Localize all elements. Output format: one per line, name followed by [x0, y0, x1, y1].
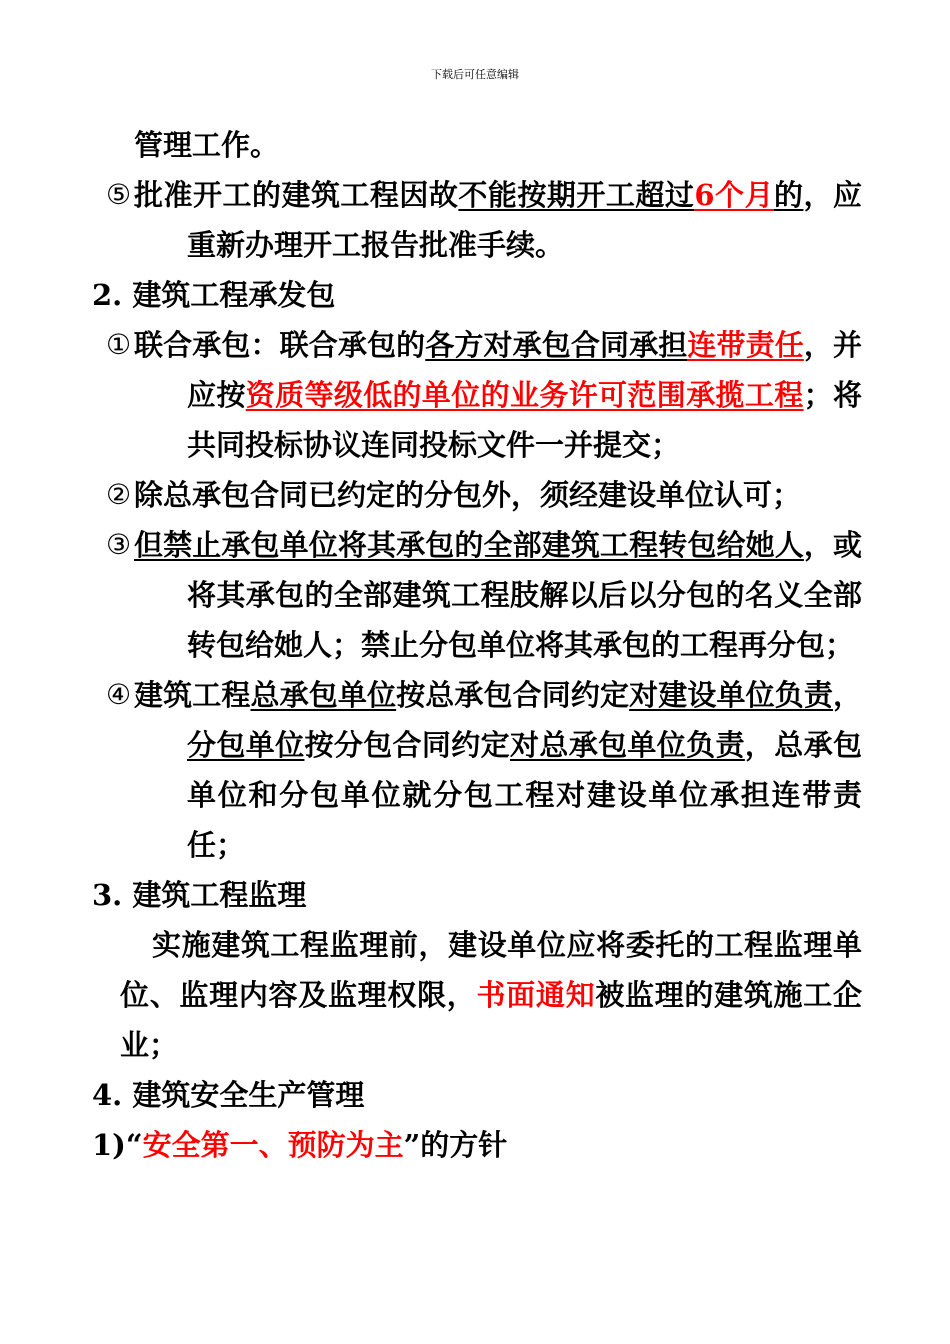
- text-run: 的方针: [420, 1128, 508, 1162]
- text-run: 建筑工程: [134, 678, 251, 712]
- highlight-text: 资质等级低的单位的业务许可范围承揽工程: [245, 378, 804, 412]
- underlined-text: 不能按期开工超过: [458, 178, 695, 212]
- section-3-title: 3. 建筑工程监理: [92, 878, 307, 912]
- text-run: ，应重新办理开工报告批准手续。: [187, 178, 862, 262]
- list-item-1: [92, 320, 862, 470]
- item-text: [134, 520, 862, 670]
- underlined-text: 的: [773, 178, 804, 212]
- item-number: ③: [106, 528, 132, 561]
- open-quote: “: [125, 1128, 143, 1162]
- item-number: ②: [106, 478, 132, 511]
- item-number: ④: [106, 678, 132, 711]
- text-run: ；将共同投标协议连同投标文件一并提交；: [187, 378, 862, 462]
- text-run: 被监理的建筑施工企业；: [120, 978, 862, 1062]
- text-run: ，: [832, 678, 862, 712]
- highlight-text: 书面通知: [476, 978, 596, 1012]
- text-run: 按分包合同约定: [304, 728, 510, 762]
- highlight-text: 连带责任: [687, 328, 804, 362]
- underlined-text: 总承包单位: [250, 678, 397, 712]
- subsection-number: 1): [92, 1128, 126, 1162]
- text-run: ，或将其承包的全部建筑工程肢解以后以分包的名义全部转包给她人；禁止分包单位将其承包的工程再分包；: [187, 528, 862, 662]
- section-3-paragraph: [92, 920, 862, 1070]
- item-number: ①: [106, 328, 132, 361]
- text-run: 按总承包合同约定: [396, 678, 630, 712]
- list-item-5: [92, 170, 862, 270]
- list-item-3: [92, 520, 862, 670]
- underlined-text: 对总承包单位负责: [509, 728, 745, 762]
- close-quote: ”: [403, 1128, 421, 1162]
- highlight-text: 6个月: [694, 178, 774, 212]
- section-4-title: 4. 建筑安全生产管理: [92, 1078, 365, 1112]
- item-number: ⑤: [106, 178, 132, 211]
- underlined-text: 各方对承包合同承担: [425, 328, 688, 362]
- text-run: ，并应按: [187, 328, 862, 412]
- section-2-title: 2. 建筑工程承发包: [92, 278, 336, 312]
- list-item-4: [92, 670, 862, 870]
- intro-line: 管理工作。: [134, 128, 280, 162]
- page-header: 下载后可任意编辑: [431, 68, 519, 81]
- list-item-2: [92, 470, 862, 520]
- underlined-text: 但禁止承包单位将其承包的全部建筑工程转包给她人: [134, 528, 804, 562]
- item-text: [134, 320, 862, 470]
- item-text: [134, 670, 862, 870]
- item-text: [134, 170, 862, 270]
- text-run: 实施建筑工程监理前，建设单位应将委托的工程监理单位、监理内容及监理权限，: [120, 928, 862, 1012]
- text-run: ，总承包单位和分包单位就分包工程对建设单位承担连带责任；: [187, 728, 862, 862]
- text-run: 批准开工的建筑工程因故: [134, 178, 459, 212]
- highlight-text: 安全第一、预防为主: [142, 1128, 404, 1162]
- item-text: 除总承包合同已约定的分包外，须经建设单位认可；: [134, 478, 802, 512]
- document-body: [92, 120, 862, 1170]
- subsection-1-title: [92, 1120, 862, 1170]
- text-run: 联合承包：联合承包的: [134, 328, 426, 362]
- underlined-text: 分包单位: [187, 728, 305, 762]
- underlined-text: 对建设单位负责: [629, 678, 833, 712]
